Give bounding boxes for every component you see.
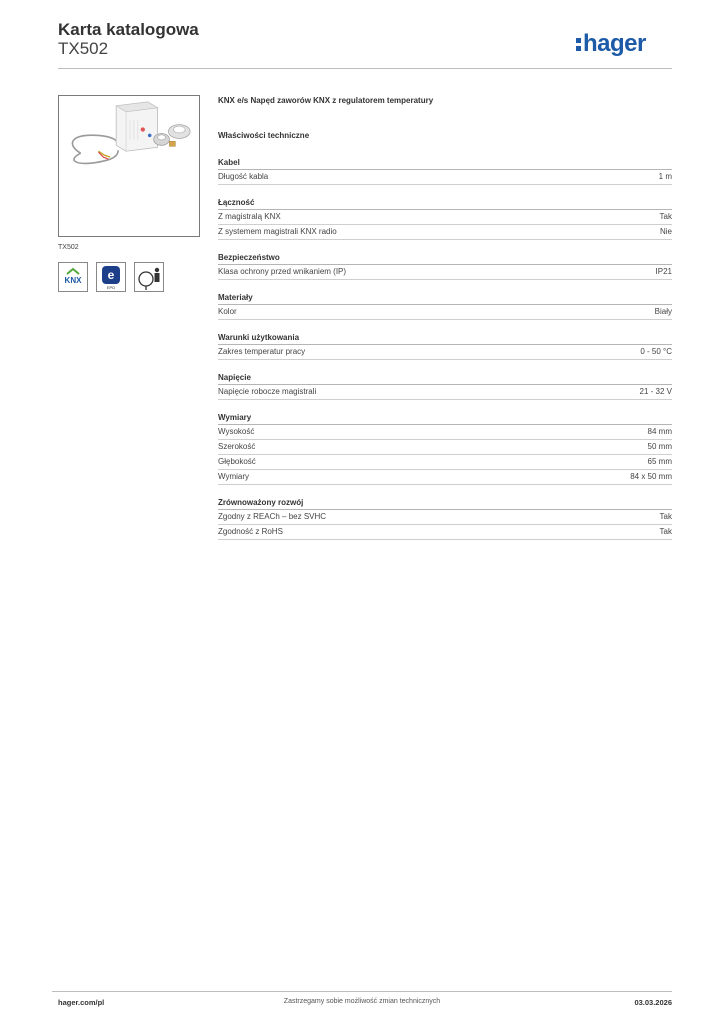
product-image-caption: TX502 [58, 244, 79, 251]
spec-group-title: Zrównoważony rozwój [218, 494, 672, 510]
spec-group-kabel [218, 154, 672, 185]
spec-value: 50 mm [647, 442, 672, 451]
spec-group-title: Warunki użytkowania [218, 329, 672, 345]
product-image [58, 95, 200, 237]
header-divider [58, 68, 672, 69]
spec-group-title: Napięcie [218, 369, 672, 385]
spec-group-title: Materiały [218, 289, 672, 305]
spec-label: Kolor [218, 307, 237, 316]
spec-label: Napięcie robocze magistrali [218, 387, 317, 396]
spec-value: Biały [654, 307, 672, 316]
footer-website-link[interactable]: hager.com/pl [58, 998, 105, 1007]
spec-row [218, 225, 672, 240]
installer-info-icon [134, 262, 164, 292]
spec-group-title: Bezpieczeństwo [218, 249, 672, 265]
spec-label: Szerokość [218, 442, 256, 451]
epd-label-icon [96, 262, 126, 292]
spec-group-lacznosc [218, 194, 672, 240]
spec-label: Z magistralą KNX [218, 212, 281, 221]
spec-label: Wysokość [218, 427, 255, 436]
epd-label-text: EPD [106, 285, 116, 290]
spec-label: Zgodność z RoHS [218, 527, 283, 536]
page-title: Karta katalogowa [58, 20, 199, 39]
spec-row [218, 425, 672, 440]
product-description: KNX e/s Napęd zaworów KNX z regulatorem temperatury [218, 96, 434, 105]
spec-group-wymiary [218, 409, 672, 485]
spec-value: 84 mm [647, 427, 672, 436]
spec-value: Nie [659, 227, 672, 236]
spec-row [218, 305, 672, 320]
spec-label: Wymiary [218, 472, 250, 481]
specs-heading: Właściwości techniczne [218, 131, 310, 140]
svg-text:e: e [107, 268, 115, 282]
spec-row [218, 470, 672, 485]
spec-row [218, 385, 672, 400]
footer-date: 03.03.2026 [634, 998, 672, 1007]
spec-label: Zakres temperatur pracy [218, 347, 306, 356]
spec-label: Długość kabla [218, 172, 269, 181]
spec-row [218, 525, 672, 540]
spec-value: 21 - 32 V [639, 387, 672, 396]
spec-value: 65 mm [647, 457, 672, 466]
spec-label: Klasa ochrony przed wnikaniem (IP) [218, 267, 347, 276]
spec-group-title: Wymiary [218, 409, 672, 425]
spec-group-bezpieczenstwo [218, 249, 672, 280]
spec-row [218, 510, 672, 525]
spec-label: Z systemem magistrali KNX radio [218, 227, 337, 236]
spec-value: IP21 [655, 267, 672, 276]
product-code-header: TX502 [58, 39, 109, 58]
hager-logo-text: hager [583, 30, 646, 57]
spec-label: Zgodny z REACh – bez SVHC [218, 512, 327, 521]
spec-value: 84 x 50 mm [630, 472, 672, 481]
spec-value: 0 - 50 °C [640, 347, 672, 356]
spec-group-materialy [218, 289, 672, 320]
spec-row [218, 345, 672, 360]
knx-logo-icon [58, 262, 88, 292]
spec-row [218, 440, 672, 455]
spec-row [218, 455, 672, 470]
footer-divider [52, 991, 672, 992]
spec-group-title: Kabel [218, 154, 672, 170]
spec-group-title: Łączność [218, 194, 672, 210]
spec-group-zrownowazony-rozwoj [218, 494, 672, 540]
spec-value: Tak [659, 527, 672, 536]
footer-notice: Zastrzegamy sobie możliwość zmian technicznych [283, 998, 441, 1005]
svg-text:KNX: KNX [64, 276, 82, 285]
spec-label: Głębokość [218, 457, 256, 466]
spec-value: Tak [659, 512, 672, 521]
specifications-table [218, 150, 672, 549]
spec-value: Tak [659, 212, 672, 221]
spec-row [218, 210, 672, 225]
spec-row [218, 170, 672, 185]
hager-logo [576, 27, 672, 57]
spec-value: 1 m [658, 172, 672, 181]
spec-row [218, 265, 672, 280]
spec-group-warunki [218, 329, 672, 360]
spec-group-napiecie [218, 369, 672, 400]
